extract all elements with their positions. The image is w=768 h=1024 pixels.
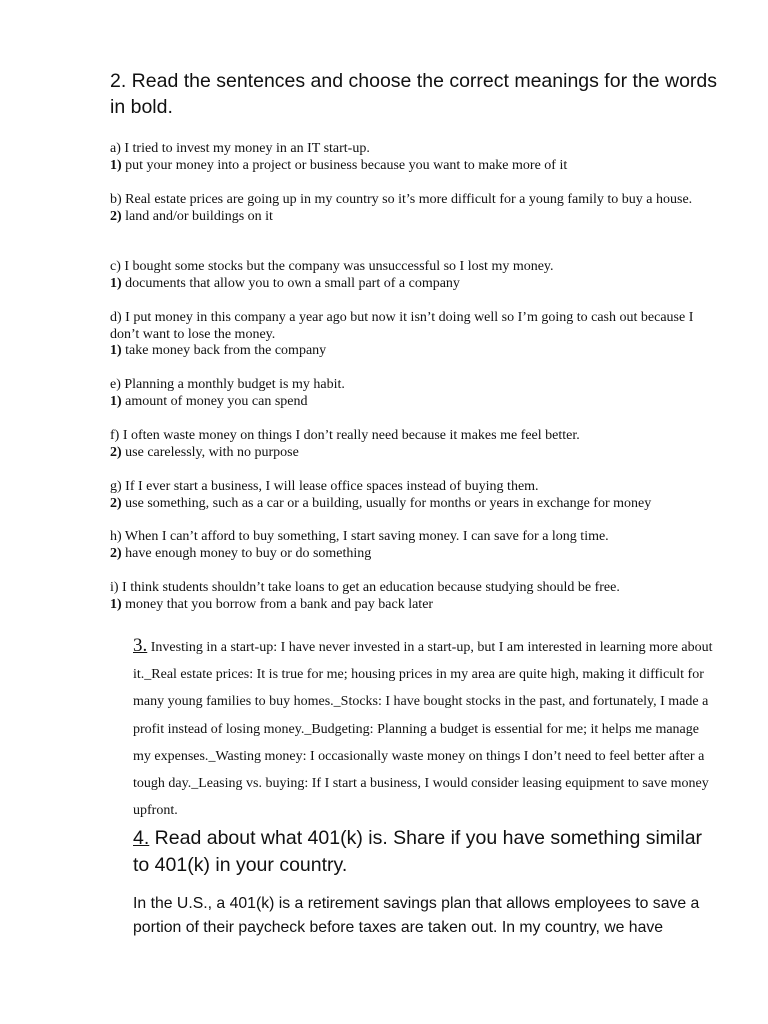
- answer-meaning: take money back from the company: [125, 343, 327, 358]
- question-4-text: Read about what 401(k) is. Share if you have something similar to 401(k) in your country.: [133, 827, 703, 876]
- item-sentence: h) When I can’t afford to buy something, I start saving money. I can save for a long time.: [110, 529, 609, 544]
- answer-meaning: have enough money to buy or do something: [125, 545, 372, 561]
- answer-meaning: documents that allow you to own a small part of a company: [125, 275, 460, 291]
- answer-number: 2): [110, 444, 122, 460]
- answer-meaning: use carelessly, with no purpose: [125, 444, 299, 460]
- underscore-separator: _: [144, 667, 152, 683]
- answer-real-estate: Real estate prices: It is true for me; housing prices in my area are quite high, making it difficult for many young families to buy homes.: [133, 667, 704, 710]
- answer-start-up: Investing in a start-up: I have never invested in a start-up, but I am interested in learning more about it.: [133, 640, 713, 683]
- answer-leasing: Leasing vs. buying: If I start a business, I would consider leasing equipment to save money upfront.: [133, 776, 709, 819]
- item-sentence: b) Real estate prices are going up in my country so it’s more difficult for a young family to buy a house.: [110, 192, 693, 207]
- item-b: [110, 192, 720, 225]
- question-4-answer: In the U.S., a 401(k) is a retirement savings plan that allows employees to save a portion of their paycheck before taxes are taken out. In my country, we have: [133, 895, 700, 936]
- answer-meaning: put your money into a project or business because you want to make more of it: [125, 157, 568, 173]
- section-3-answer: [133, 632, 718, 824]
- answer-number: 2): [110, 545, 122, 561]
- item-sentence: a) I tried to invest my money in an IT start-up.: [110, 141, 370, 156]
- underscore-separator: _: [208, 748, 216, 764]
- item-answer: [110, 158, 720, 175]
- item-sentence: d) I put money in this company a year ago but now it isn’t doing well so I’m going to cash out because I don’t want to lose the money.: [110, 310, 694, 342]
- answer-number: 2): [110, 208, 122, 224]
- item-sentence: f) I often waste money on things I don’t really need because it makes me feel better.: [110, 428, 580, 443]
- item-d: [110, 310, 720, 360]
- item-answer: [110, 343, 720, 360]
- answer-number: 1): [110, 275, 122, 291]
- item-f: [110, 428, 720, 461]
- item-e: [110, 377, 720, 410]
- answer-number: 1): [110, 393, 122, 409]
- item-answer: [110, 445, 720, 462]
- question-2-heading: 2. Read the sentences and choose the correct meanings for the words in bold.: [110, 70, 718, 118]
- item-h: [110, 529, 720, 562]
- answer-wasting-money: Wasting money: I occasionally waste money on things I don’t need to feel better after a tough day.: [133, 748, 705, 792]
- item-answer: [110, 597, 720, 614]
- answer-number: 1): [110, 596, 122, 612]
- answer-number: 1): [110, 157, 122, 173]
- answer-meaning: use something, such as a car or a building, usually for months or years in exchange for money: [125, 495, 652, 511]
- underscore-separator: _: [191, 776, 199, 792]
- item-g: [110, 479, 720, 512]
- item-answer: [110, 209, 720, 226]
- item-i: [110, 580, 720, 613]
- section-4-number: 4.: [133, 827, 150, 849]
- item-sentence: e) Planning a monthly budget is my habit.: [110, 377, 345, 392]
- item-answer: [110, 546, 720, 563]
- section-3-number: 3.: [133, 635, 148, 656]
- answer-meaning: money that you borrow from a bank and pay back later: [125, 596, 434, 612]
- underscore-separator: _: [333, 694, 341, 710]
- item-sentence: i) I think students shouldn’t take loans to get an education because studying should be free.: [110, 580, 620, 595]
- answer-meaning: land and/or buildings on it: [125, 208, 273, 224]
- item-answer: [110, 496, 720, 513]
- item-answer: [110, 394, 720, 411]
- answer-stocks: Stocks: I have bought stocks in the past, and fortunately, I made a profit instead of losing money.: [133, 694, 709, 737]
- item-a: [110, 141, 720, 174]
- answer-budgeting: Budgeting: Planning a budget is essential for me; it helps me manage my expenses.: [133, 721, 699, 764]
- underscore-separator: _: [304, 721, 312, 737]
- answer-meaning: amount of money you can spend: [125, 393, 308, 409]
- question-4-heading: [133, 825, 723, 879]
- item-sentence: g) If I ever start a business, I will lease office spaces instead of buying them.: [110, 479, 539, 494]
- answer-number: 1): [110, 343, 122, 358]
- item-c: [110, 259, 720, 292]
- item-sentence: c) I bought some stocks but the company was unsuccessful so I lost my money.: [110, 259, 554, 274]
- item-answer: [110, 276, 720, 293]
- answer-number: 2): [110, 495, 122, 511]
